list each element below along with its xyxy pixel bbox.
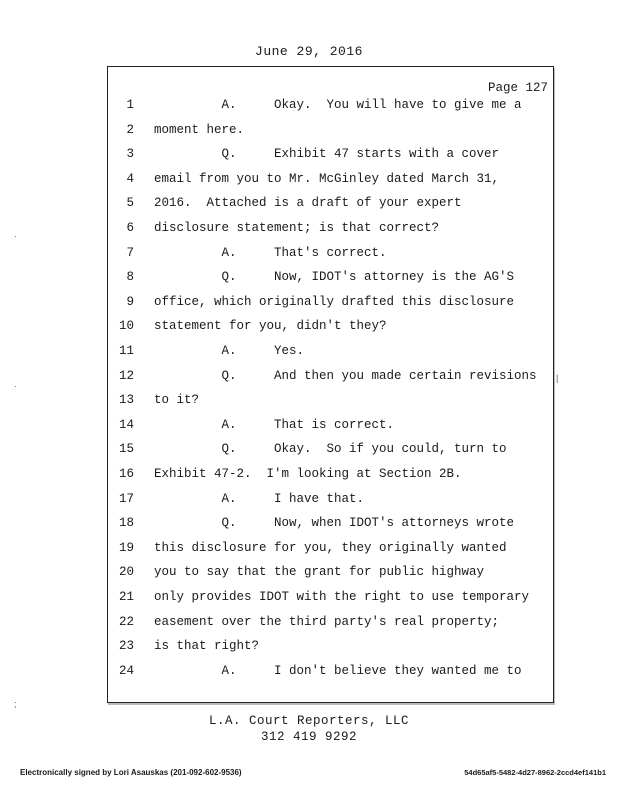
transcript-line — [0, 172, 618, 192]
transcript-line — [0, 344, 618, 364]
transcript-line — [0, 615, 618, 635]
line-number: 4 — [126, 171, 134, 186]
court-reporter-phone: 312 419 9292 — [260, 730, 357, 744]
line-text: Q. Okay. So if you could, turn to — [154, 442, 507, 457]
line-number: 9 — [126, 294, 134, 309]
transcript-line — [0, 319, 618, 339]
line-text: Q. And then you made certain revisions — [154, 368, 537, 383]
line-text: email from you to Mr. McGinley dated March 31, — [154, 171, 500, 186]
line-text: A. Yes. — [154, 344, 305, 358]
transcript-date: June 29, 2016 — [255, 44, 363, 59]
scan-mark: ; — [14, 699, 17, 709]
line-number: 15 — [118, 442, 134, 457]
transcript-line — [0, 541, 618, 561]
transcript-line — [0, 467, 618, 487]
line-number: 10 — [118, 319, 134, 334]
transcript-line — [0, 418, 618, 438]
line-text: moment here. — [154, 122, 245, 137]
electronic-signature-note: Electronically signed by Lori Asauskas (201-092-602-9536) — [20, 768, 242, 777]
line-number: 7 — [126, 245, 134, 260]
document-id: 54d65af5-5482-4d27-8962-2ccd4ef141b1 — [464, 768, 606, 777]
line-number: 20 — [118, 565, 134, 580]
court-reporter-name: L.A. Court Reporters, LLC — [208, 714, 410, 728]
line-text: A. I have that. — [154, 491, 365, 506]
line-text: easement over the third party's real property; — [154, 614, 500, 629]
line-number: 19 — [118, 540, 134, 555]
transcript-line — [0, 221, 618, 241]
line-text: disclosure statement; is that correct? — [154, 221, 440, 235]
line-number: 3 — [126, 147, 134, 162]
line-number: 2 — [126, 122, 134, 137]
transcript-line — [0, 565, 618, 585]
transcript-line — [0, 270, 618, 290]
transcript-line — [0, 639, 618, 659]
line-text: is that right? — [154, 639, 260, 654]
transcript-line — [0, 98, 618, 118]
line-text: Exhibit 47-2. I'm looking at Section 2B. — [154, 467, 462, 481]
scan-mark: | — [556, 373, 559, 383]
transcript-line — [0, 664, 618, 684]
line-number: 12 — [118, 368, 134, 383]
line-text: Q. Now, IDOT's attorney is the AG'S — [154, 270, 515, 285]
line-text: this disclosure for you, they originally wanted — [154, 540, 507, 555]
line-number: 13 — [118, 393, 134, 408]
transcript-line — [0, 492, 618, 512]
line-text: A. I don't believe they wanted me to — [154, 663, 522, 678]
line-text: statement for you, didn't they? — [154, 319, 387, 334]
line-text: Q. Now, when IDOT's attorneys wrote — [154, 516, 515, 531]
line-number: 1 — [126, 98, 134, 112]
line-number: 18 — [118, 516, 134, 531]
transcript-line — [0, 369, 618, 389]
line-number: 22 — [118, 614, 134, 629]
transcript-line — [0, 123, 618, 143]
line-text: you to say that the grant for public highway — [154, 565, 485, 580]
transcript-line — [0, 590, 618, 610]
line-text: Q. Exhibit 47 starts with a cover — [154, 147, 500, 162]
line-text: 2016. Attached is a draft of your expert — [154, 196, 462, 211]
line-number: 17 — [118, 491, 134, 506]
line-number: 11 — [118, 344, 134, 358]
line-number: 24 — [118, 663, 134, 678]
line-text: A. Okay. You will have to give me a — [154, 98, 522, 112]
line-text: A. That's correct. — [154, 245, 387, 260]
page-number: Page 127 — [487, 81, 548, 95]
line-number: 16 — [118, 467, 134, 481]
line-text: only provides IDOT with the right to use temporary — [154, 590, 530, 604]
line-number: 8 — [126, 270, 134, 285]
scan-mark: . — [14, 379, 17, 389]
line-number: 5 — [126, 196, 134, 211]
transcript-line — [0, 516, 618, 536]
transcript-line — [0, 295, 618, 315]
transcript-line — [0, 147, 618, 167]
transcript-line — [0, 246, 618, 266]
transcript-line — [0, 393, 618, 413]
transcript-line — [0, 442, 618, 462]
line-text: office, which originally drafted this disclosure — [154, 294, 515, 309]
transcript-line — [0, 196, 618, 216]
line-number: 21 — [118, 590, 134, 604]
line-number: 14 — [118, 417, 134, 432]
scan-mark: . — [14, 229, 17, 239]
line-number: 6 — [126, 221, 134, 235]
line-text: A. That is correct. — [154, 417, 395, 432]
line-number: 23 — [118, 639, 134, 654]
line-text: to it? — [154, 393, 200, 408]
